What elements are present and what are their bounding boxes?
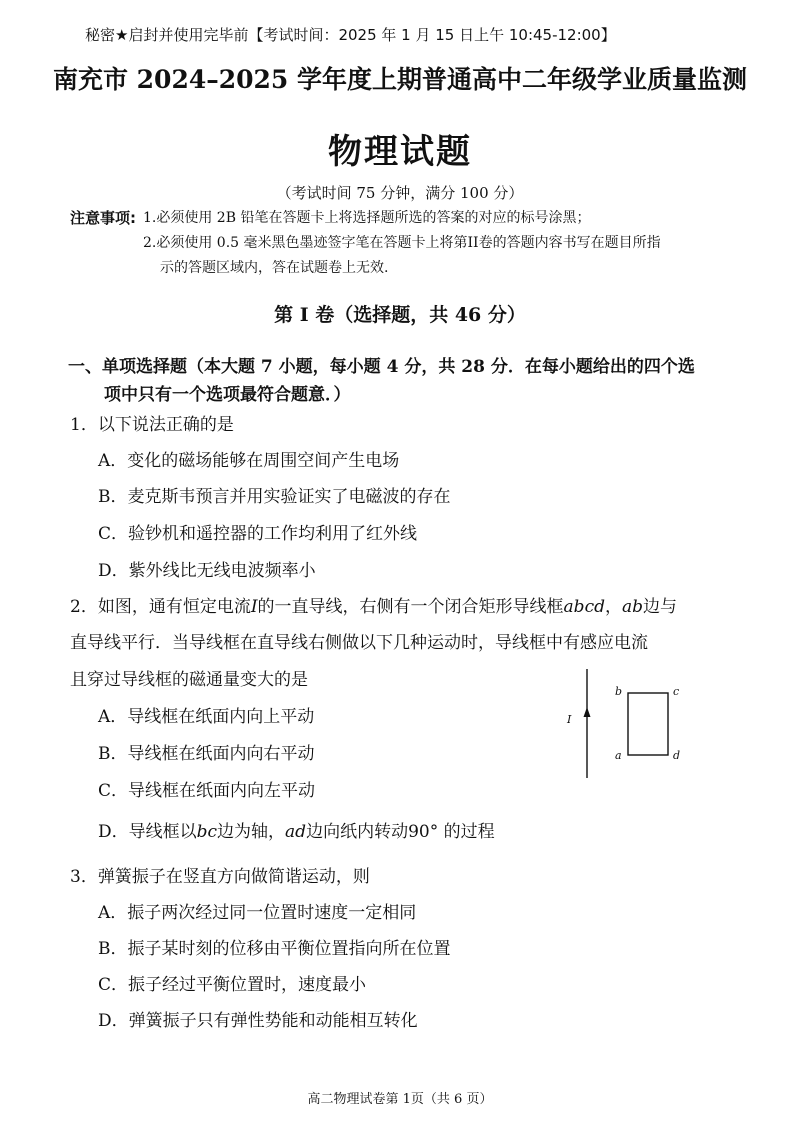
q2-option-d xyxy=(98,817,495,842)
q2-stem-line-2: 直导线平行．当导线框在直导线右侧做以下几种运动时，导线框中有感应电流 xyxy=(70,633,648,653)
notice-item-1: 1.必须使用 2B 铅笔在答题卡上将选择题所选的答案的对应的标号涂黑； xyxy=(143,210,591,226)
q1-option-c: C．验钞机和遥控器的工作均利用了红外线 xyxy=(98,524,418,544)
q2-option-b: B．导线框在纸面内向右平动 xyxy=(98,744,315,764)
q2-frame-label: abcd xyxy=(563,597,605,617)
exam-time-info: （考试时间 75 分钟，满分 100 分） xyxy=(276,184,524,202)
q1-option-b: B．麦克斯韦预言并用实验证实了电磁波的存在 xyxy=(98,487,451,507)
figure-label-b: b xyxy=(615,685,623,698)
figure-label-current: I xyxy=(567,713,572,726)
q2-side-bc: bc xyxy=(196,822,218,842)
notice-item-2-line-2: 示的答题区域内，答在试题卷上无效. xyxy=(160,260,389,276)
q2-wire-frame-figure xyxy=(555,665,695,785)
q1-option-a: A．变化的磁场能够在周围空间产生电场 xyxy=(98,451,400,471)
q2-option-d-middle: 边为轴， xyxy=(217,822,286,842)
q2-option-a: A．导线框在纸面内向上平动 xyxy=(98,707,315,727)
q1-stem: 1．以下说法正确的是 xyxy=(70,415,234,435)
exam-main-title: 南充市 2024–2025 学年度上期普通高中二年级学业质量监测 xyxy=(52,65,748,94)
q2-side-ad: ad xyxy=(285,822,307,842)
section-heading-line-1: 一、单项选择题（本大题 7 小题，每小题 4 分，共 28 分．在每小题给出的四个选 xyxy=(68,357,695,377)
page-footer: 高二物理试卷第 1页（共 6 页） xyxy=(307,1092,493,1107)
current-arrow-icon xyxy=(584,707,591,717)
figure-label-c: c xyxy=(673,685,680,698)
rectangular-frame xyxy=(628,693,668,755)
q2-current-symbol: I xyxy=(250,597,258,617)
q2-stem-line-3: 且穿过导线框的磁通量变大的是 xyxy=(70,670,308,690)
figure-label-d: d xyxy=(673,749,681,762)
subject-title: 物理试题 xyxy=(328,132,472,172)
q2-stem-line-1 xyxy=(70,592,677,617)
confidential-notice: 秘密★启封并使用完毕前【考试时间：2025 年 1 月 15 日上午 10:45-12:00】 xyxy=(85,26,616,44)
q3-stem: 3．弹簧振子在竖直方向做简谐运动，则 xyxy=(70,867,370,887)
q2-stem-suffix: 边与 xyxy=(643,597,677,617)
q3-option-a: A．振子两次经过同一位置时速度一定相同 xyxy=(98,903,417,923)
q2-option-d-suffix: 边向纸内转动90° 的过程 xyxy=(306,822,495,842)
q2-side-ab: ab xyxy=(621,597,643,617)
notice-item-2-line-1: 2.必须使用 0.5 毫米黑色墨迹签字笔在答题卡上将第II卷的答题内容书写在题目所指 xyxy=(143,235,661,251)
q2-option-d-prefix: D．导线框以 xyxy=(98,822,197,842)
q3-option-d: D．弹簧振子只有弹性势能和动能相互转化 xyxy=(98,1011,418,1031)
notice-label: 注意事项: xyxy=(70,209,136,227)
q2-stem-prefix: 2．如图，通有恒定电流 xyxy=(70,597,251,617)
q2-option-c: C．导线框在纸面内向左平动 xyxy=(98,781,316,801)
section-heading-line-2: 项中只有一个选项最符合题意．） xyxy=(104,385,351,405)
q2-stem-comma: ， xyxy=(604,597,622,617)
figure-label-a: a xyxy=(615,749,622,762)
q2-stem-middle: 的一直导线，右侧有一个闭合矩形导线框 xyxy=(257,597,564,617)
part-one-title: 第 I 卷（选择题，共 46 分） xyxy=(274,304,526,326)
q1-option-d: D．紫外线比无线电波频率小 xyxy=(98,561,316,581)
q3-option-c: C．振子经过平衡位置时，速度最小 xyxy=(98,975,367,995)
q3-option-b: B．振子某时刻的位移由平衡位置指向所在位置 xyxy=(98,939,451,959)
